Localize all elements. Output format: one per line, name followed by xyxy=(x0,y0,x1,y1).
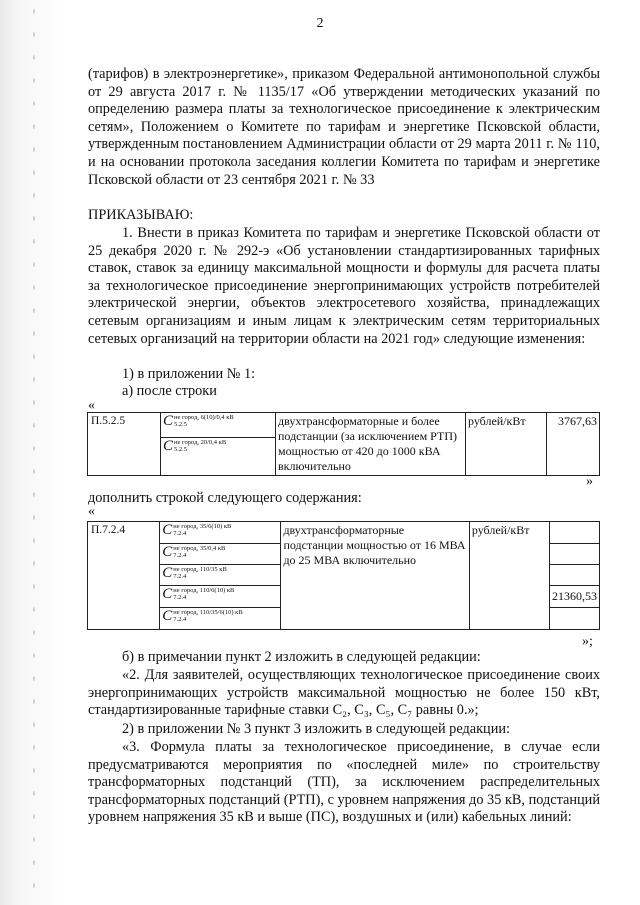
table1-value: 3767,63 xyxy=(547,413,600,476)
table2-value-2 xyxy=(550,544,600,565)
table1-code: П.5.2.5 xyxy=(88,413,161,476)
table2-value-5 xyxy=(550,608,600,630)
add-row-text: дополнить строкой следующего содержания: xyxy=(88,490,362,506)
table1-description: двухтрансформаторные и более подстанции (за исключением РТП) мощностью от 420 до 1000 кВА включительно xyxy=(276,413,466,476)
quote-2-paragraph: «2. Для заявителей, осуществляющих технологическое присоединение своих энергопринимающих устройств максимальной мощностью не более 150 кВт, стандартизированные тарифные ставки С₂, С₃, С₅, С₇ равны 0.»; xyxy=(88,667,600,719)
scan-dots xyxy=(30,0,38,905)
item-1-paragraph: 1. Внести в приказ Комитета по тарифам и энергетике Псковской области от 25 декабря 2020 г. № 292-э «Об установлении стандартизированных тарифных ставок, ставок за единицу максимальной мощности и формулы для расчета платы за технологическое присоединение энергопринимающих устройств потребителей электрической энергии, объектов электросетевого хозяйства, принадлежащих сетевым организациям и иным лицам к электрическим сетям территориальных сетевых организаций на территории области на 2021 год» следующие изменения: xyxy=(88,225,600,347)
order-word: ПРИКАЗЫВАЮ: xyxy=(88,207,194,223)
close-quote-1: » xyxy=(586,474,593,489)
quote-3-paragraph: «3. Формула платы за технологическое присоединение, в случае если предусматриваются мероприятия по «последней миле» по строительству трансформаторных подстанций (ТП), за исключением распределительных трансформаторных подстанций (РТП), с уровнем напряжения до 35 кВ, подстанций уровнем напряжения 35 кВ и выше (ПС), воздушных и (или) кабельных линий: xyxy=(88,739,600,826)
sub-item-2: 2) в приложении № 3 пункт 3 изложить в следующей редакции: xyxy=(122,721,510,737)
table2-code: П.7.2.4 xyxy=(88,522,160,630)
open-quote-2: « xyxy=(88,504,95,519)
table2-var-4: С не город, 110/6(10) кВ 7.2.4 xyxy=(160,586,281,608)
table2-value-1 xyxy=(550,522,600,544)
table1-var-1: С не город, 6(10)/0,4 кВ 5.2.5 xyxy=(161,413,276,438)
table-1 xyxy=(87,412,600,476)
table2-var-1: С не город, 35/6(10) кВ 7.2.4 xyxy=(160,522,281,544)
close-quote-2: »; xyxy=(582,634,593,649)
table1-unit: рублей/кВт xyxy=(466,413,547,476)
table2-unit: рублей/кВт xyxy=(469,522,549,630)
table-2 xyxy=(87,521,600,630)
sub-item-1: 1) в приложении № 1: xyxy=(122,366,256,382)
table2-var-5: С не город, 110/35/6(10) кВ 7.2.4 xyxy=(160,608,281,630)
table2-var-3: С не город, 110/35 кВ 7.2.4 xyxy=(160,565,281,586)
table2-var-2: С не город, 35/0,4 кВ 7.2.4 xyxy=(160,544,281,565)
sub-item-1a: а) после строки xyxy=(122,383,217,399)
open-quote-1: « xyxy=(88,398,95,413)
table2-value-3 xyxy=(550,565,600,586)
table2-value-4: 21360,53 xyxy=(550,586,600,608)
page-number: 2 xyxy=(316,16,324,31)
item-b: б) в примечании пункт 2 изложить в следующей редакции: xyxy=(122,649,481,665)
table2-description: двухтрансформаторные подстанции мощностью от 16 МВА до 25 МВА включительно xyxy=(281,522,469,630)
intro-paragraph: (тарифов) в электроэнергетике», приказом Федеральной антимонопольной службы от 29 августа 2017 г. № 1135/17 «Об утверждении методических указаний по определению размера платы за технологическое присоединение к электрическим сетям», Положением о Комитете по тарифам и энергетике Псковской области, утвержденным постановлением Администрации области от 29 марта 2011 г. № 110, и на основании протокола заседания коллегии Комитета по тарифам и энергетике Псковской области от 23 сентября 2021 г. № 33 xyxy=(88,66,600,188)
table1-var-2: С не город, 20/0,4 кВ 5.2.5 xyxy=(161,438,276,476)
